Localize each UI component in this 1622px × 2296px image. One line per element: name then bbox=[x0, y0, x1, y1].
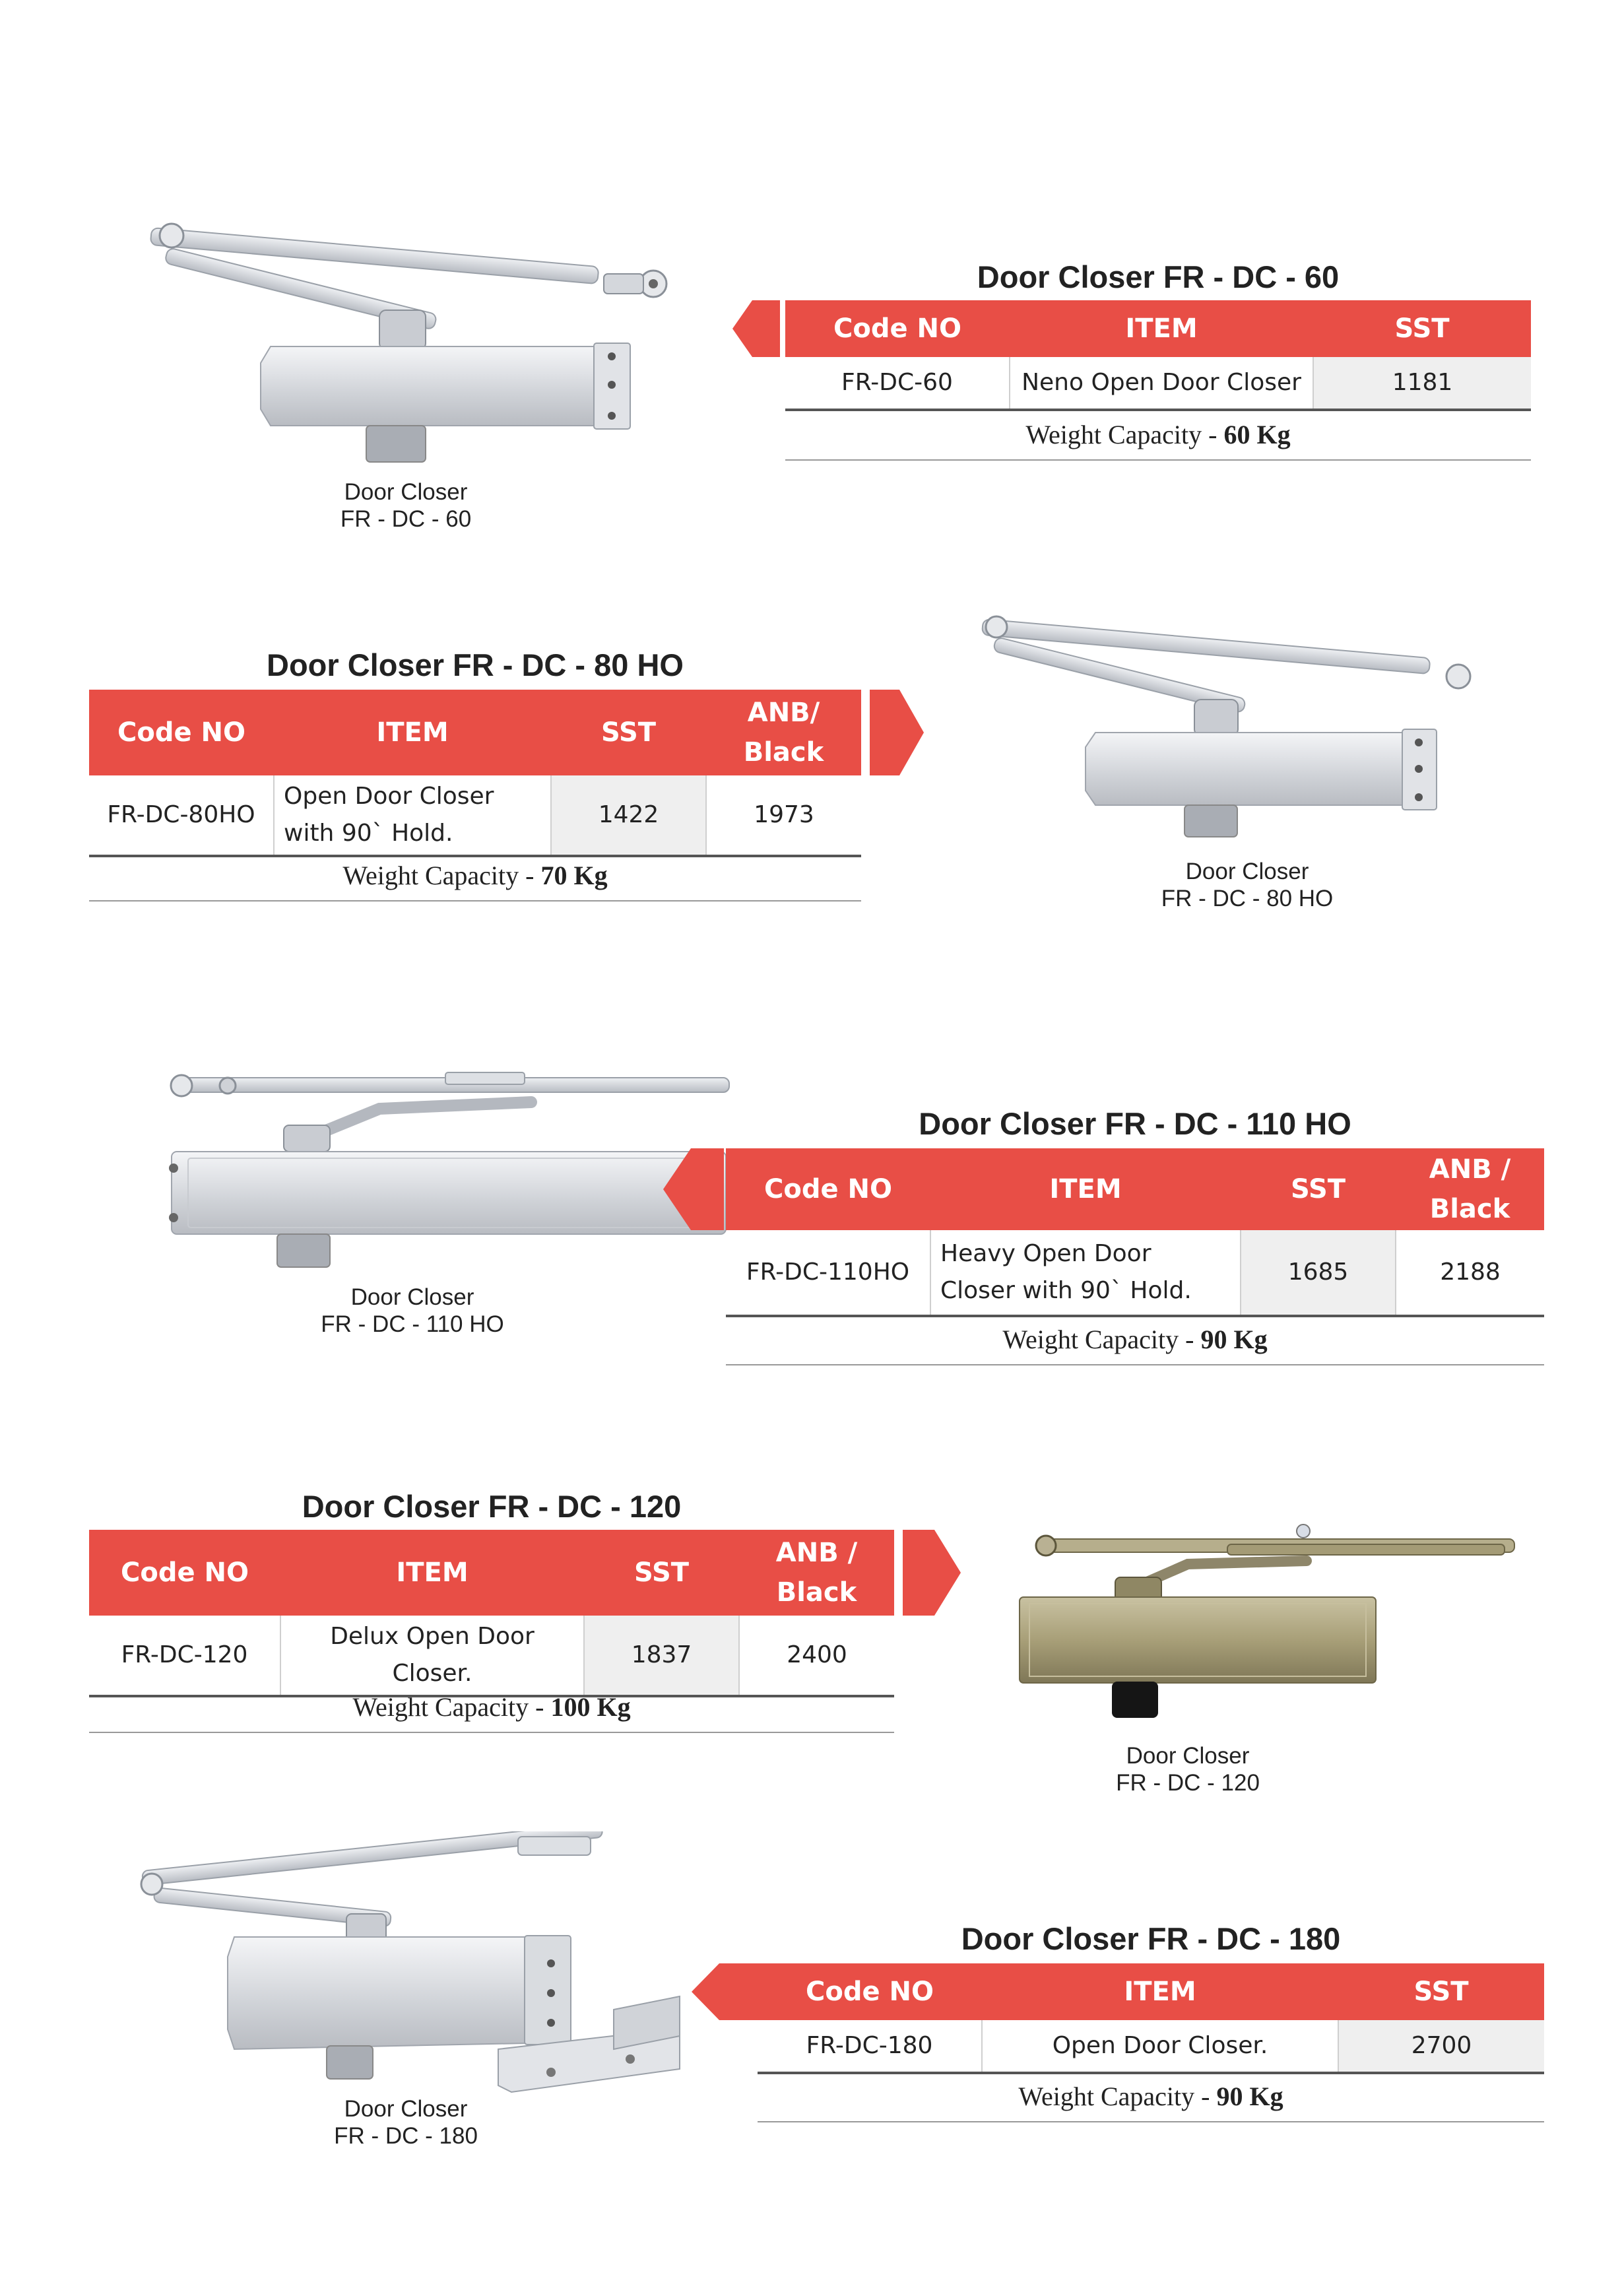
cell-code: FR-DC-120 bbox=[89, 1616, 280, 1696]
capacity-label: Weight Capacity - bbox=[1025, 420, 1224, 449]
caption-line1: Door Closer bbox=[1126, 1743, 1250, 1769]
product-title-dc-180: Door Closer FR - DC - 180 bbox=[961, 1921, 1341, 1956]
weight-capacity-dc-120 bbox=[89, 1683, 894, 1733]
product-caption-dc-120 bbox=[1056, 1742, 1320, 1796]
product-image-dc-80-ho bbox=[970, 601, 1485, 838]
cell-item: Open Door Closer with 90` Hold. bbox=[274, 775, 551, 856]
spec-table-dc-110-ho bbox=[726, 1148, 1544, 1317]
capacity-value: 70 Kg bbox=[540, 861, 608, 890]
caption-line1: Door Closer bbox=[1185, 859, 1309, 884]
product-image-dc-110-ho bbox=[162, 1053, 736, 1270]
capacity-label: Weight Capacity - bbox=[1002, 1325, 1201, 1354]
spec-table-dc-180 bbox=[758, 1963, 1544, 2074]
capacity-value: 60 Kg bbox=[1223, 420, 1291, 449]
cell-item: Open Door Closer. bbox=[982, 2020, 1338, 2073]
capacity-value: 90 Kg bbox=[1216, 2082, 1283, 2111]
weight-capacity-dc-180 bbox=[758, 2072, 1544, 2122]
cell-sst: 1685 bbox=[1241, 1230, 1396, 1316]
cell-item: Delux Open Door Closer. bbox=[280, 1616, 584, 1696]
cell-item: Heavy Open Door Closer with 90` Hold. bbox=[930, 1230, 1241, 1316]
cell-anb-black: 1973 bbox=[706, 775, 861, 856]
arrow-left-icon bbox=[692, 1963, 758, 2020]
product-caption-dc-80-ho bbox=[1115, 858, 1379, 912]
header-sst: SST bbox=[1241, 1148, 1396, 1230]
arrow-right-icon bbox=[903, 1530, 961, 1616]
caption-line2: FR - DC - 120 bbox=[1116, 1770, 1260, 1796]
arrow-left-icon bbox=[732, 300, 780, 357]
caption-line2: FR - DC - 60 bbox=[340, 506, 472, 532]
header-anb-black: ANB/ Black bbox=[706, 690, 861, 775]
header-code-no: Code NO bbox=[89, 690, 274, 775]
cell-code: FR-DC-60 bbox=[785, 357, 1010, 410]
caption-line2: FR - DC - 110 HO bbox=[321, 1311, 504, 1337]
cell-code: FR-DC-80HO bbox=[89, 775, 274, 856]
header-item: ITEM bbox=[930, 1148, 1241, 1230]
caption-line1: Door Closer bbox=[350, 1284, 474, 1310]
header-item: ITEM bbox=[274, 690, 551, 775]
caption-line1: Door Closer bbox=[344, 479, 468, 505]
weight-capacity-dc-60 bbox=[785, 410, 1531, 461]
header-code-no: Code NO bbox=[758, 1963, 982, 2020]
product-title-dc-120: Door Closer FR - DC - 120 bbox=[302, 1489, 682, 1524]
header-item: ITEM bbox=[982, 1963, 1338, 2020]
capacity-value: 90 Kg bbox=[1200, 1325, 1268, 1354]
cell-anb-black: 2188 bbox=[1396, 1230, 1544, 1316]
header-sst: SST bbox=[584, 1530, 739, 1616]
spec-table-dc-120 bbox=[89, 1530, 894, 1697]
caption-line1: Door Closer bbox=[344, 2096, 468, 2122]
cell-sst: 1422 bbox=[551, 775, 706, 856]
silver-door-closer-icon bbox=[970, 601, 1485, 838]
silver-door-closer-icon bbox=[142, 208, 683, 465]
cell-anb-black: 2400 bbox=[739, 1616, 894, 1696]
spec-table-dc-80-ho bbox=[89, 690, 861, 857]
silver-door-closer-with-bracket-icon bbox=[129, 1831, 696, 2095]
silver-door-closer-icon bbox=[162, 1053, 736, 1270]
weight-capacity-dc-110-ho bbox=[726, 1315, 1544, 1365]
cell-sst: 1181 bbox=[1313, 357, 1531, 410]
product-title-dc-110-ho: Door Closer FR - DC - 110 HO bbox=[919, 1106, 1351, 1141]
product-title-dc-60: Door Closer FR - DC - 60 bbox=[977, 259, 1340, 294]
product-image-dc-60 bbox=[142, 208, 683, 465]
header-anb-black: ANB / Black bbox=[1396, 1148, 1544, 1230]
capacity-label: Weight Capacity - bbox=[352, 1692, 551, 1722]
header-anb-black: ANB / Black bbox=[739, 1530, 894, 1616]
spec-table-dc-60 bbox=[785, 300, 1531, 411]
cell-sst: 1837 bbox=[584, 1616, 739, 1696]
header-item: ITEM bbox=[280, 1530, 584, 1616]
product-caption-dc-60 bbox=[274, 478, 538, 533]
arrow-left-icon bbox=[663, 1148, 724, 1230]
product-image-dc-120 bbox=[1016, 1511, 1524, 1729]
cell-code: FR-DC-180 bbox=[758, 2020, 982, 2073]
header-sst: SST bbox=[1313, 300, 1531, 357]
cell-item: Neno Open Door Closer bbox=[1010, 357, 1313, 410]
header-code-no: Code NO bbox=[785, 300, 1010, 357]
cell-code: FR-DC-110HO bbox=[726, 1230, 930, 1316]
capacity-value: 100 Kg bbox=[550, 1692, 631, 1722]
product-caption-dc-110-ho bbox=[280, 1284, 544, 1338]
caption-line2: FR - DC - 180 bbox=[334, 2123, 478, 2149]
capacity-label: Weight Capacity - bbox=[1018, 2082, 1217, 2111]
caption-line2: FR - DC - 80 HO bbox=[1161, 886, 1334, 911]
arrow-right-icon bbox=[870, 690, 924, 775]
cell-sst: 2700 bbox=[1338, 2020, 1544, 2073]
capacity-label: Weight Capacity - bbox=[342, 861, 541, 890]
product-title-dc-80-ho: Door Closer FR - DC - 80 HO bbox=[267, 647, 684, 682]
header-sst: SST bbox=[1338, 1963, 1544, 2020]
header-code-no: Code NO bbox=[726, 1148, 930, 1230]
header-code-no: Code NO bbox=[89, 1530, 280, 1616]
header-sst: SST bbox=[551, 690, 706, 775]
product-caption-dc-180 bbox=[274, 2095, 538, 2149]
header-item: ITEM bbox=[1010, 300, 1313, 357]
weight-capacity-dc-80-ho bbox=[89, 851, 861, 902]
brass-door-closer-icon bbox=[1016, 1511, 1524, 1729]
product-image-dc-180 bbox=[129, 1831, 696, 2095]
